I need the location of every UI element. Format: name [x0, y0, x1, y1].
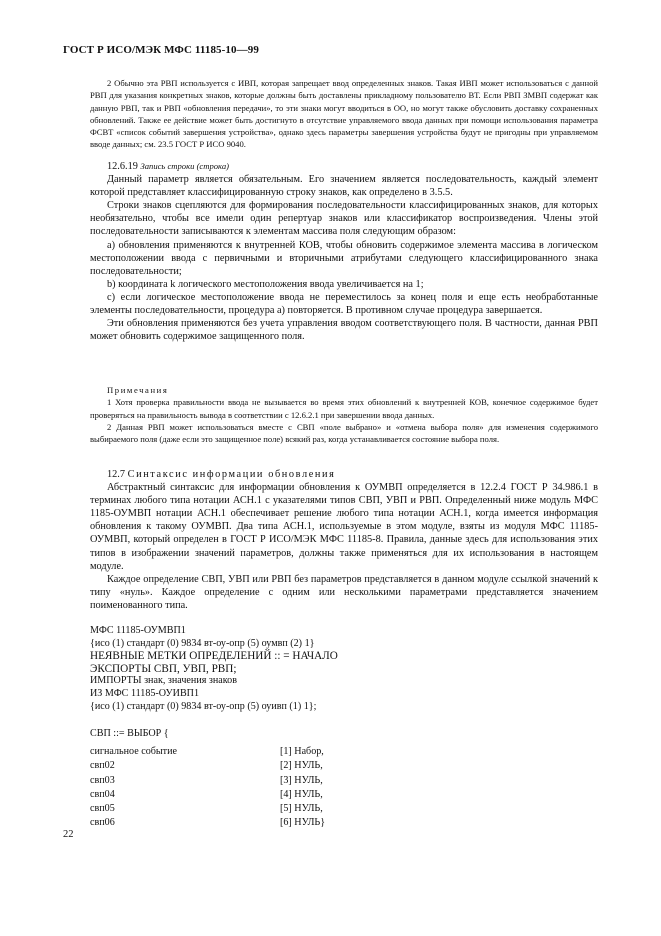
note-item: 2 Данная РВП может использоваться вместе с СВП «поле выбрано» и «отмена выбора поля» для изменения содержимого выбираемого поля (даже если это защищенное поле) всякий раз, когда устанавливается состояние выбора поля. — [90, 421, 598, 445]
choice-tag: [6] НУЛЬ} — [280, 817, 326, 829]
section-title: Синтаксис информации обновления — [127, 469, 336, 480]
choice-header: СВП ::= ВЫБОР { — [90, 728, 169, 739]
list-item: а) обновления применяются к внутренней КОВ, чтобы обновить содержимое элемента массива в логическом местоположении ввода с первичными и вторичными атрибутами следующего классифицированного знака последовательности; — [90, 239, 598, 277]
code-line: {исо (1) стандарт (0) 9834 вт-оу-опр (5) оумвп (2) 1} — [90, 637, 315, 649]
paragraph: Данный параметр является обязательным. Его значением является последовательность, каждый элемент которой представляет классифицированную строку знаков, как определено в 3.5.5. — [90, 174, 598, 199]
page-number: 22 — [63, 829, 74, 840]
note-item: 1 Хотя проверка правильности ввода не вызывается во время этих обновлений к внутренней КОВ, конечное содержимое будет проверяться на правильность вывода в соответствии с 12.6.2.1 при завершении ввода данных. — [90, 397, 598, 420]
choice-name: свп05 — [90, 803, 115, 815]
choice-tag: [1] Набор, — [280, 746, 324, 757]
notes-heading: Примечания — [107, 385, 169, 395]
paragraph: Эти обновления применяются без учета управления вводом соответствующего поля. В частности, данная РВП может обновить содержимое защищенного поля. — [90, 318, 598, 343]
choice-name: свп04 — [90, 788, 115, 800]
asn1-module — [90, 625, 598, 713]
section-heading — [90, 160, 598, 173]
section-12-6-19 — [90, 160, 598, 343]
section-heading — [90, 468, 598, 481]
choice-name: свп02 — [90, 760, 115, 772]
section-number: 12.7 — [107, 469, 126, 480]
choice-tag: [2] НУЛЬ, — [280, 760, 323, 772]
choice-header-block — [90, 728, 598, 741]
code-line: МФС 11185-ОУМВП1 — [90, 625, 186, 636]
choice-name: сигнальное событие — [90, 746, 177, 757]
code-line: ЭКСПОРТЫ СВП, УВП, РВП; — [90, 662, 237, 675]
note-text: 2 Обычно эта РВП используется с ИВП, которая запрещает ввод определенных знаков. Такая ИВП может использоваться с данной РВП для указания конкретных знаков, которые должны быть доставлены прикладному пользователю ВТ. Если РВП ЗМВП содержат как данную РВП, так и РВП «обновления передачи», то эти знаки могут вводиться в ОО, но могут также обусловить доставку сохраненных обновлений. Также ее действие может быть достигнуто в отсутствие управляемого ввода данных при помощи использования параметра ФСВТ «список событий завершения устройства», однако здесь параметры завершения устройства будут не пригодны при управляемом вводе данных; см. 23.5 ГОСТ Р ИСО 9040. — [90, 78, 598, 150]
paragraph: Строки знаков сцепляются для формирования последовательности классифицированных знаков, для которых необязательно, чтобы все имели один репертуар знаков или классификатор воспроизведения. Члены этой последовательности записываются к элементам массива поля следующим образом: — [90, 200, 598, 238]
section-title: Запись строки (строка) — [140, 161, 230, 171]
choice-name: свп06 — [90, 817, 115, 829]
choice-tag: [5] НУЛЬ, — [280, 803, 323, 815]
paragraph: Каждое определение СВП, УВП или РВП без параметров представляется в данном модуле ссылкой значений к типу «нуль». Каждое определение с одним или несколькими параметрами представляется значением поименованного типа. — [90, 573, 598, 611]
section-12-7 — [90, 468, 598, 612]
note-paragraph — [90, 77, 598, 151]
page-header: ГОСТ Р ИСО/МЭК МФС 11185-10—99 — [63, 44, 259, 56]
list-item: b) координата k логического местоположения ввода увеличивается на 1; — [107, 278, 424, 290]
choice-name: свп03 — [90, 774, 115, 786]
choice-tag: [4] НУЛЬ, — [280, 788, 323, 800]
code-line: {исо (1) стандарт (0) 9834 вт-оу-опр (5) оуивп (1) 1}; — [90, 700, 317, 712]
code-line: ИМПОРТЫ знак, значения знаков — [90, 675, 237, 687]
code-line: НЕЯВНЫЕ МЕТКИ ОПРЕДЕЛЕНИЙ :: = НАЧАЛО — [90, 650, 338, 663]
section-number: 12.6.19 — [107, 161, 138, 172]
code-line: ИЗ МФС 11185-ОУИВП1 — [90, 687, 200, 699]
choice-tag: [3] НУЛЬ, — [280, 774, 323, 786]
list-item: с) если логическое местоположение ввода не переместилось за конец поля и еще есть необработанные элементы последовательности, процедура а) повторяется. В противном случае процедура завершается. — [90, 291, 598, 317]
notes-block — [90, 384, 598, 445]
paragraph: Абстрактный синтаксис для информации обновления к ОУМВП определяется в 12.2.4 ГОСТ Р 34.986.1 в терминах любого типа нотации АСН.1 с указателями типов СВП, УВП и РВП. Определенный ниже модуль МФС 1185-ОУМВП нотации АСН.1 обеспечивает решение любого типа нотации АСН.1, когда имеется информация обновления к такому ОУМВП. Два типа АСН.1, используемые в этом модуле, взяты из модуля МФС 11185-ОУМВП, который определен в ГОСТ Р ИСО/МЭК МФС 11185-8. Правила, данные здесь для использования этих типов в изображении значений параметров, должны также применяться для их использования в настоящем модуле. — [90, 482, 598, 572]
